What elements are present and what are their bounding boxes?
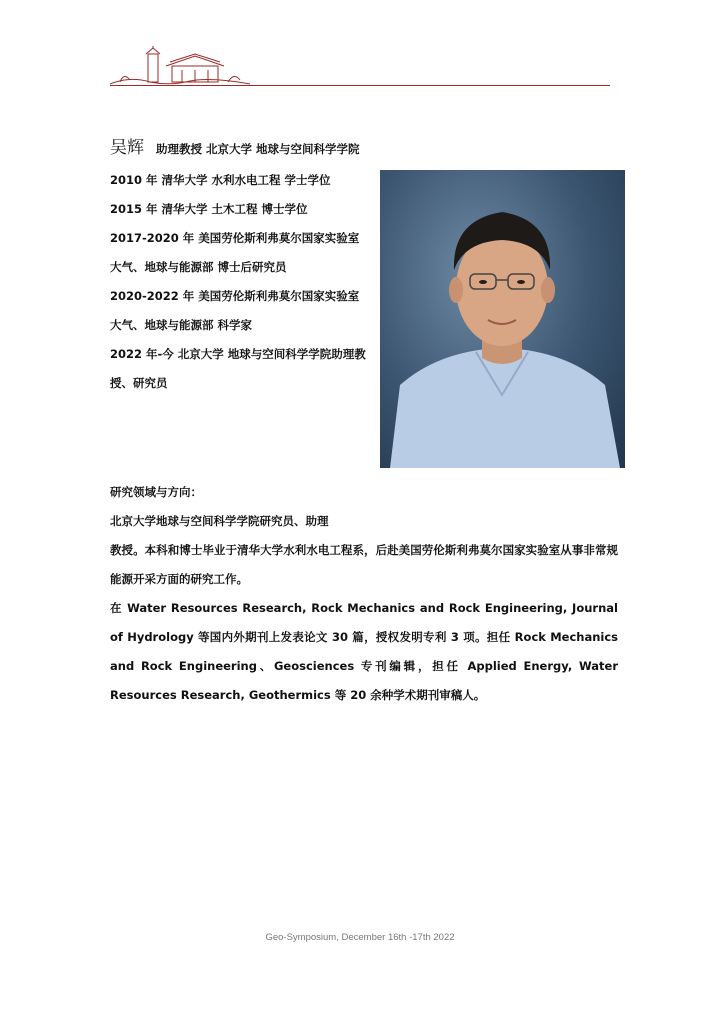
bio-line: 2015 年 清华大学 土木工程 博士学位 [110, 202, 308, 216]
bio-line: 2020-2022 年 美国劳伦斯利弗莫尔国家实验室 [110, 289, 360, 303]
portrait-illustration [380, 170, 625, 468]
bio-section [110, 166, 375, 398]
person-name: 吴辉 [110, 138, 144, 158]
bio-line: 2010 年 清华大学 水利水电工程 学士学位 [110, 173, 331, 187]
header-rule [110, 85, 610, 86]
bio-line: 2017-2020 年 美国劳伦斯利弗莫尔国家实验室 [110, 231, 360, 245]
research-heading: 研究领域与方向： [110, 485, 202, 499]
bio-line: 大气、地球与能源部 博士后研究员 [110, 260, 287, 274]
name-title-line [110, 133, 360, 158]
bio-line: 2022 年-今 北京大学 地球与空间科学学院助理教授、研究员 [110, 347, 366, 390]
research-line: 北京大学地球与空间科学学院研究员、助理 [110, 514, 329, 528]
portrait-photo [380, 170, 625, 468]
person-title: 助理教授 北京大学 地球与空间科学学院 [156, 142, 360, 156]
research-section [110, 478, 618, 710]
research-paragraph: 教授。本科和博士毕业于清华大学水利水电工程系，后赴美国劳伦斯利弗莫尔国家实验室从事非常规能源开采方面的研究工作。 [110, 543, 618, 586]
page-footer: Geo-Symposium, December 16th -17th 2022 [265, 932, 455, 943]
research-paragraph: 在 Water Resources Research, Rock Mechanics and Rock Engineering, Journal of Hydrology 等国内外期刊上发表论文 30 篇，授权发明专利 3 项。担任 Rock Mechanics and Rock Engineering、Geosciences 专刊编辑，担任 Applied Energy, Water Resources Research, Geothermics 等 20 余种学术期刊审稿人。 [110, 601, 618, 702]
bio-line: 大气、地球与能源部 科学家 [110, 318, 253, 332]
university-gate-logo [110, 46, 250, 86]
